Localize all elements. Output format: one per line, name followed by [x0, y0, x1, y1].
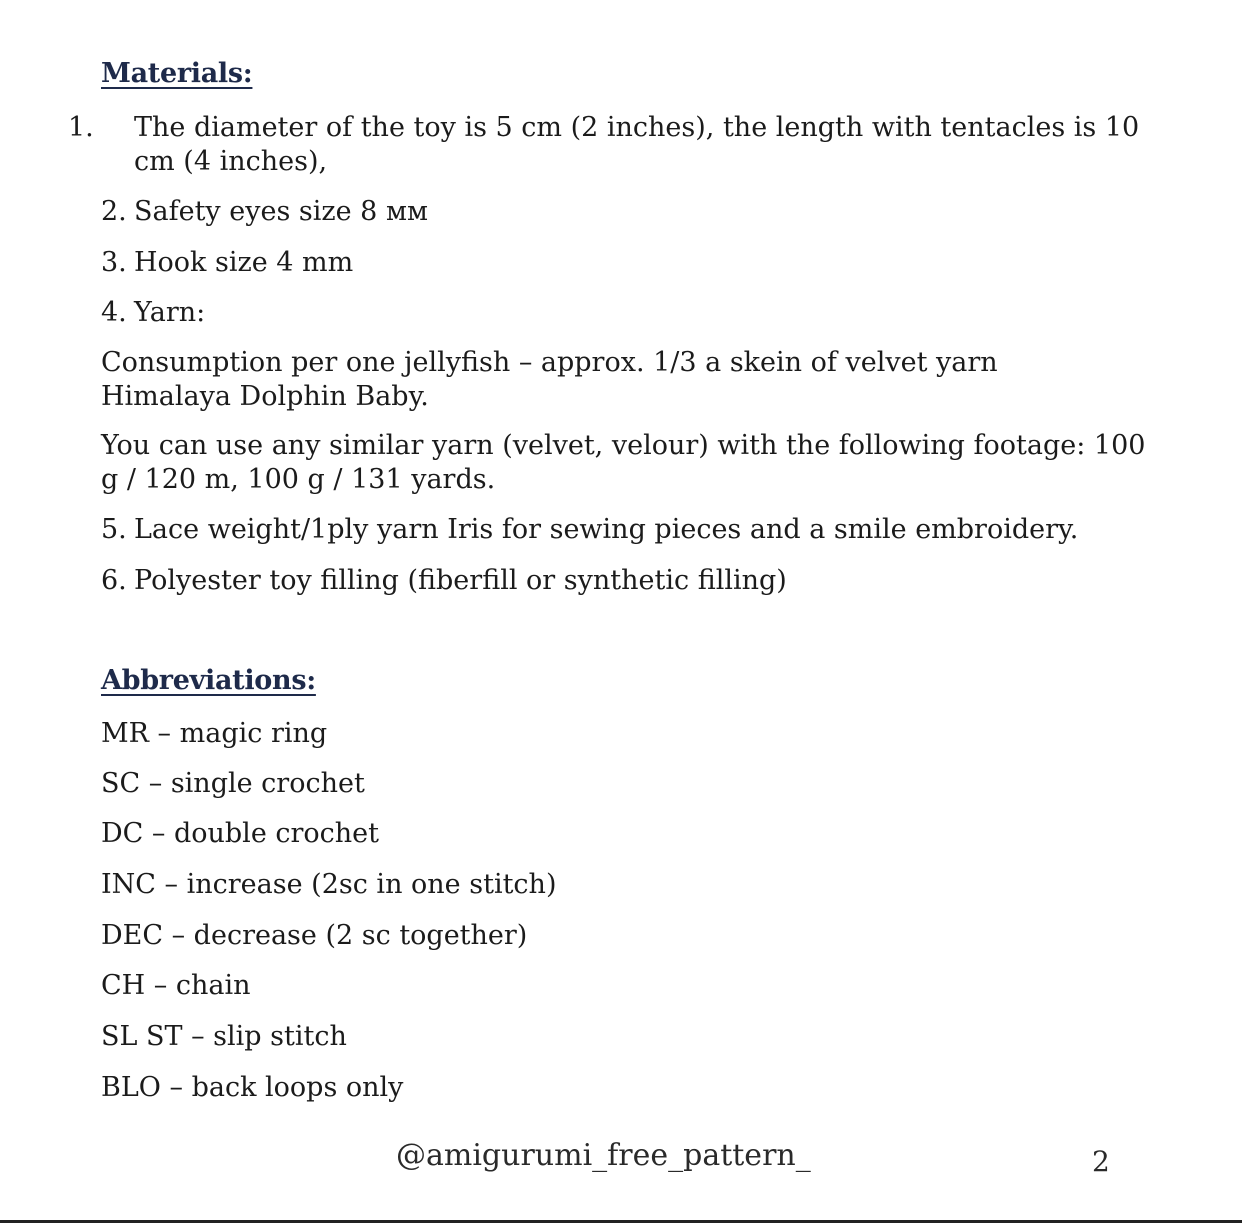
abbreviation-item: DEC – decrease (2 sc together) — [101, 920, 528, 951]
yarn-consumption-paragraph: Consumption per one jellyfish – approx. 1/3 a skein of velvet yarn Himalaya Dolphin Baby. — [101, 347, 998, 412]
item-text: Yarn: — [134, 297, 206, 328]
item-text: The diameter of the toy is 5 cm (2 inches), the length with tentacles is 10 cm (4 inches), — [134, 112, 1140, 177]
item-text: Polyester toy filling (fiberfill or synthetic filling) — [134, 565, 787, 596]
abbreviation-item: MR – magic ring — [101, 718, 328, 749]
materials-item-5 — [101, 513, 1181, 547]
abbreviations-heading: Abbreviations: — [101, 665, 316, 696]
materials-heading: Materials: — [101, 58, 253, 89]
item-number: 5. — [101, 514, 127, 545]
item-text: Lace weight/1ply yarn Iris for sewing pieces and a smile embroidery. — [134, 514, 1079, 545]
item-number: 4. — [101, 297, 127, 328]
materials-item-1 — [68, 111, 1184, 179]
abbreviation-item: CH – chain — [101, 970, 251, 1001]
item-number: 6. — [101, 565, 127, 596]
item-number: 3. — [101, 247, 127, 278]
materials-item-4 — [101, 296, 1181, 330]
item-number: 2. — [101, 196, 127, 227]
abbreviation-item: BLO – back loops only — [101, 1072, 404, 1103]
bottom-divider — [0, 1220, 1242, 1223]
footer-social-handle: @amigurumi_free_pattern_ — [396, 1138, 811, 1173]
materials-item-2 — [101, 195, 1181, 229]
item-text: Hook size 4 mm — [134, 247, 354, 278]
item-text: Safety eyes size 8 мм — [134, 196, 428, 227]
abbreviation-item: SC – single crochet — [101, 768, 365, 799]
materials-item-3 — [101, 246, 1181, 280]
abbreviation-item: INC – increase (2sc in one stitch) — [101, 869, 557, 900]
materials-item-6 — [101, 564, 1181, 598]
abbreviation-item: DC – double crochet — [101, 818, 380, 849]
item-number: 1. — [68, 112, 94, 143]
yarn-alternative-paragraph: You can use any similar yarn (velvet, velour) with the following footage: 100 g / 120 m, 100 g / 131 yards. — [101, 430, 1146, 495]
page-number: 2 — [1092, 1145, 1110, 1178]
abbreviation-item: SL ST – slip stitch — [101, 1021, 347, 1052]
